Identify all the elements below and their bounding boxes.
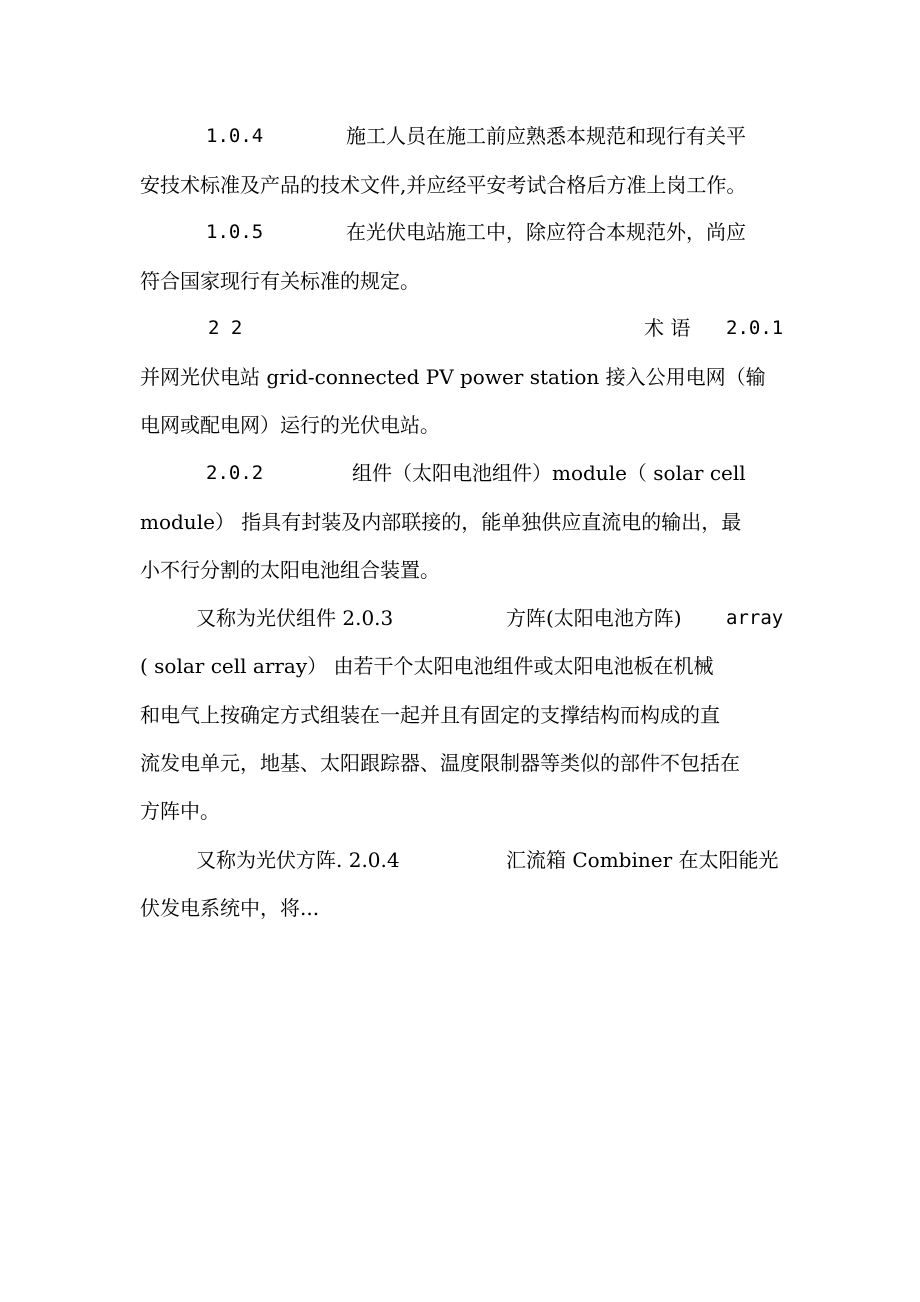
paragraph-6-line-2 bbox=[140, 893, 800, 923]
clause-text: 流发电单元，地基、太阳跟踪器、温度限制器等类似的部件不包括在 bbox=[140, 751, 740, 775]
clause-text: 在光伏电站施工中，除应符合本规范外，尚应 bbox=[346, 220, 746, 244]
clause-text: 施工人员在施工前应熟悉本规范和现行有关平 bbox=[346, 124, 746, 148]
paragraph-2-line-1 bbox=[140, 217, 800, 247]
paragraph-3-line-1 bbox=[140, 313, 800, 343]
paragraph-1-line-2 bbox=[140, 170, 800, 200]
paragraph-5-line-1 bbox=[140, 603, 800, 633]
paragraph-5-line-5 bbox=[140, 796, 800, 826]
clause-text: 汇流箱 Combiner 在太阳能光 bbox=[506, 848, 779, 872]
clause-number: 2.0.2 bbox=[206, 462, 264, 484]
paragraph-5-line-3 bbox=[140, 700, 800, 730]
chapter-heading: 术 语 bbox=[644, 316, 691, 340]
clause-text: module） 指具有封装及内部联接的，能单独供应直流电的输出，最 bbox=[140, 510, 742, 534]
clause-text: 符合国家现行有关标准的规定。 bbox=[140, 269, 420, 293]
chapter-number: 2 2 bbox=[208, 317, 243, 339]
clause-text: 又称为光伏方阵. 2.0.4 bbox=[196, 848, 400, 872]
paragraph-6-line-1 bbox=[140, 845, 800, 875]
clause-text: 电网或配电网）运行的光伏电站。 bbox=[140, 413, 440, 437]
paragraph-1-line-1 bbox=[140, 121, 800, 151]
clause-number: 1.0.4 bbox=[206, 125, 264, 147]
clause-text: 方阵中。 bbox=[140, 799, 220, 823]
paragraph-4-line-3 bbox=[140, 555, 800, 585]
paragraph-5-line-4 bbox=[140, 748, 800, 778]
clause-number: 2.0.1 bbox=[726, 317, 784, 339]
clause-text: 又称为光伏组件 2.0.3 bbox=[196, 606, 394, 630]
clause-text: 伏发电系统中，将... bbox=[140, 896, 320, 920]
paragraph-5-line-2 bbox=[140, 651, 800, 681]
clause-text: 小不行分割的太阳电池组合装置。 bbox=[140, 558, 440, 582]
paragraph-3-line-3 bbox=[140, 410, 800, 440]
clause-text: array bbox=[726, 607, 784, 629]
paragraph-3-line-2 bbox=[140, 362, 800, 392]
clause-text: 和电气上按确定方式组装在一起并且有固定的支撑结构而构成的直 bbox=[140, 703, 720, 727]
paragraph-4-line-2 bbox=[140, 507, 800, 537]
clause-number: 1.0.5 bbox=[206, 221, 264, 243]
paragraph-4-line-1 bbox=[140, 458, 800, 488]
clause-text: 安技术标准及产品的技术文件,并应经平安考试合格后方准上岗工作。 bbox=[140, 173, 747, 197]
clause-text: 并网光伏电站 grid-connected PV power station 接入公用电网（输 bbox=[140, 365, 766, 389]
clause-text: 方阵(太阳电池方阵) bbox=[506, 606, 682, 630]
clause-text: 组件（太阳电池组件）module（ solar cell bbox=[352, 461, 746, 485]
paragraph-2-line-2 bbox=[140, 266, 800, 296]
clause-text: ( solar cell array） 由若干个太阳电池组件或太阳电池板在机械 bbox=[140, 654, 714, 678]
